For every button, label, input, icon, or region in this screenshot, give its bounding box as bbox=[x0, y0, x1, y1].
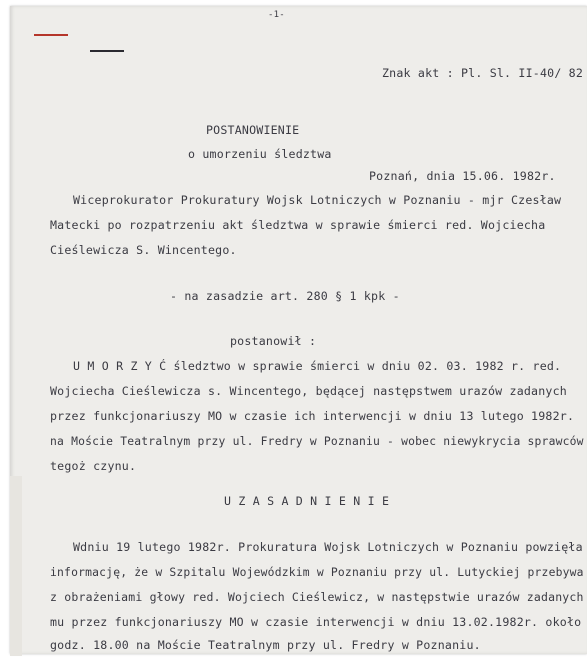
decision-line: U M O R Z Y Ć śledztwo w sprawie śmierci w dniu 02. 03. 1982 r. red. bbox=[73, 359, 562, 373]
legal-basis: - na zasadzie art. 280 § 1 kpk - bbox=[170, 289, 400, 303]
document-title: POSTANOWIENIE bbox=[206, 123, 300, 137]
paper-sheet bbox=[10, 6, 587, 654]
decision-line: na Moście Teatralnym przy ul. Fredry w Poznaniu - wobec niewykrycia sprawców bbox=[50, 434, 584, 448]
document-subtitle: o umorzeniu śledztwa bbox=[188, 147, 332, 161]
case-reference: Znak akt : Pl. Sl. II-40/ 82 bbox=[382, 66, 584, 80]
justification-heading: U Z A S A D N I E N I E bbox=[224, 494, 390, 508]
red-pencil-mark bbox=[34, 34, 68, 36]
intro-line: Cieślewicza S. Wincentego. bbox=[50, 243, 237, 257]
justification-line: Wdniu 19 lutego 1982r. Prokuratura Wojsk Lotniczych w Poznaniu powzięła bbox=[73, 540, 583, 554]
justification-line: z obrażeniami głowy red. Wojciech Cieślewicz, w następstwie urazów zadanych bbox=[50, 590, 584, 604]
decision-label: postanowił : bbox=[230, 334, 317, 348]
paper-fold-edge bbox=[10, 476, 22, 656]
justification-line: godz. 18.00 na Moście Teatralnym przy ul. Fredry w Poznaniu. bbox=[50, 638, 481, 652]
page-number: -1- bbox=[268, 10, 285, 20]
decision-line: Wojciecha Cieślewicza s. Wincentego, będącej następstwem urazów zadanych bbox=[50, 384, 567, 398]
justification-line: informację, że w Szpitalu Wojewódzkim w Poznaniu przy ul. Lutyckiej przebywa bbox=[50, 565, 584, 579]
decision-line: przez funkcjonariuszy MO w czasie ich interwencji w dniu 13 lutego 1982r. bbox=[50, 409, 575, 423]
place-date: Poznań, dnia 15.06. 1982r. bbox=[369, 169, 556, 183]
intro-line: Wiceprokurator Prokuratury Wojsk Lotniczych w Poznaniu - mjr Czesław bbox=[73, 193, 562, 207]
ink-dash-mark bbox=[90, 50, 124, 52]
justification-line: mu przez funkcjonariuszy MO w czasie interwencji w dniu 13.02.1982r. około bbox=[50, 615, 582, 629]
intro-line: Matecki po rozpatrzeniu akt śledztwa w sprawie śmierci red. Wojciecha bbox=[50, 218, 546, 232]
decision-line: tegoż czynu. bbox=[50, 459, 137, 473]
